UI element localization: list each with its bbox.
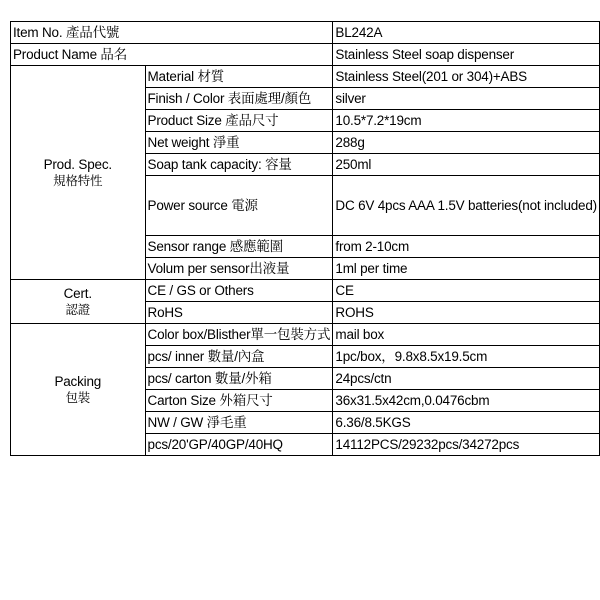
pcs-carton-value: 24pcs/ctn: [333, 368, 600, 390]
product-name-value: Stainless Steel soap dispenser: [333, 44, 600, 66]
carton-size-label: Carton Size 外箱尺寸: [145, 390, 333, 412]
soap-tank-capacity-label: Soap tank capacity: 容量: [145, 154, 333, 176]
color-box-label: Color box/Blisther單一包裝方式: [145, 324, 333, 346]
group-prod-spec: [11, 66, 146, 280]
rohs-label: RoHS: [145, 302, 333, 324]
row-ce-gs: [11, 280, 600, 302]
product-size-value: 10.5*7.2*19cm: [333, 110, 600, 132]
product-name-label: Product Name 品名: [11, 44, 333, 66]
power-source-label: Power source 電源: [145, 176, 333, 236]
volume-per-sensor-label: Volum per sensor出液量: [145, 258, 333, 280]
group-packing-title-cn: 包裝: [65, 389, 91, 405]
item-no-value: BL242A: [333, 22, 600, 44]
sensor-range-label: Sensor range 感應範圍: [145, 236, 333, 258]
rohs-value: ROHS: [333, 302, 600, 324]
row-material: [11, 66, 600, 88]
power-source-value: DC 6V 4pcs AAA 1.5V batteries(not included): [333, 176, 600, 236]
material-value: Stainless Steel(201 or 304)+ABS: [333, 66, 600, 88]
material-label: Material 材質: [145, 66, 333, 88]
finish-color-value: silver: [333, 88, 600, 110]
soap-tank-capacity-value: 250ml: [333, 154, 600, 176]
product-size-label: Product Size 產品尺寸: [145, 110, 333, 132]
sensor-range-value: from 2-10cm: [333, 236, 600, 258]
row-product-name: [11, 44, 600, 66]
nw-gw-value: 6.36/8.5KGS: [333, 412, 600, 434]
net-weight-value: 288g: [333, 132, 600, 154]
finish-color-label: Finish / Color 表面處理/顏色: [145, 88, 333, 110]
net-weight-label: Net weight 淨重: [145, 132, 333, 154]
group-prod-spec-title-cn: 規格特性: [53, 172, 103, 188]
group-prod-spec-title: Prod. Spec.: [43, 156, 112, 172]
group-cert: [11, 280, 146, 324]
ce-gs-value: CE: [333, 280, 600, 302]
container-qty-value: 14112PCS/29232pcs/34272pcs: [333, 434, 600, 456]
container-qty-label: pcs/20'GP/40GP/40HQ: [145, 434, 333, 456]
product-spec-table: [10, 21, 600, 456]
group-packing: [11, 324, 146, 456]
row-item-no: [11, 22, 600, 44]
spec-sheet: [10, 21, 600, 456]
pcs-inner-value: 1pc/box，9.8x8.5x19.5cm: [333, 346, 600, 368]
nw-gw-label: NW / GW 淨毛重: [145, 412, 333, 434]
group-packing-title: Packing: [54, 373, 102, 389]
volume-per-sensor-value: 1ml per time: [333, 258, 600, 280]
group-cert-title: Cert.: [63, 285, 92, 301]
ce-gs-label: CE / GS or Others: [145, 280, 333, 302]
color-box-value: mail box: [333, 324, 600, 346]
pcs-inner-label: pcs/ inner 數量/內盒: [145, 346, 333, 368]
pcs-carton-label: pcs/ carton 數量/外箱: [145, 368, 333, 390]
group-cert-title-cn: 認證: [65, 301, 91, 317]
row-color-box: [11, 324, 600, 346]
item-no-label: Item No. 產品代號: [11, 22, 333, 44]
carton-size-value: 36x31.5x42cm,0.0476cbm: [333, 390, 600, 412]
